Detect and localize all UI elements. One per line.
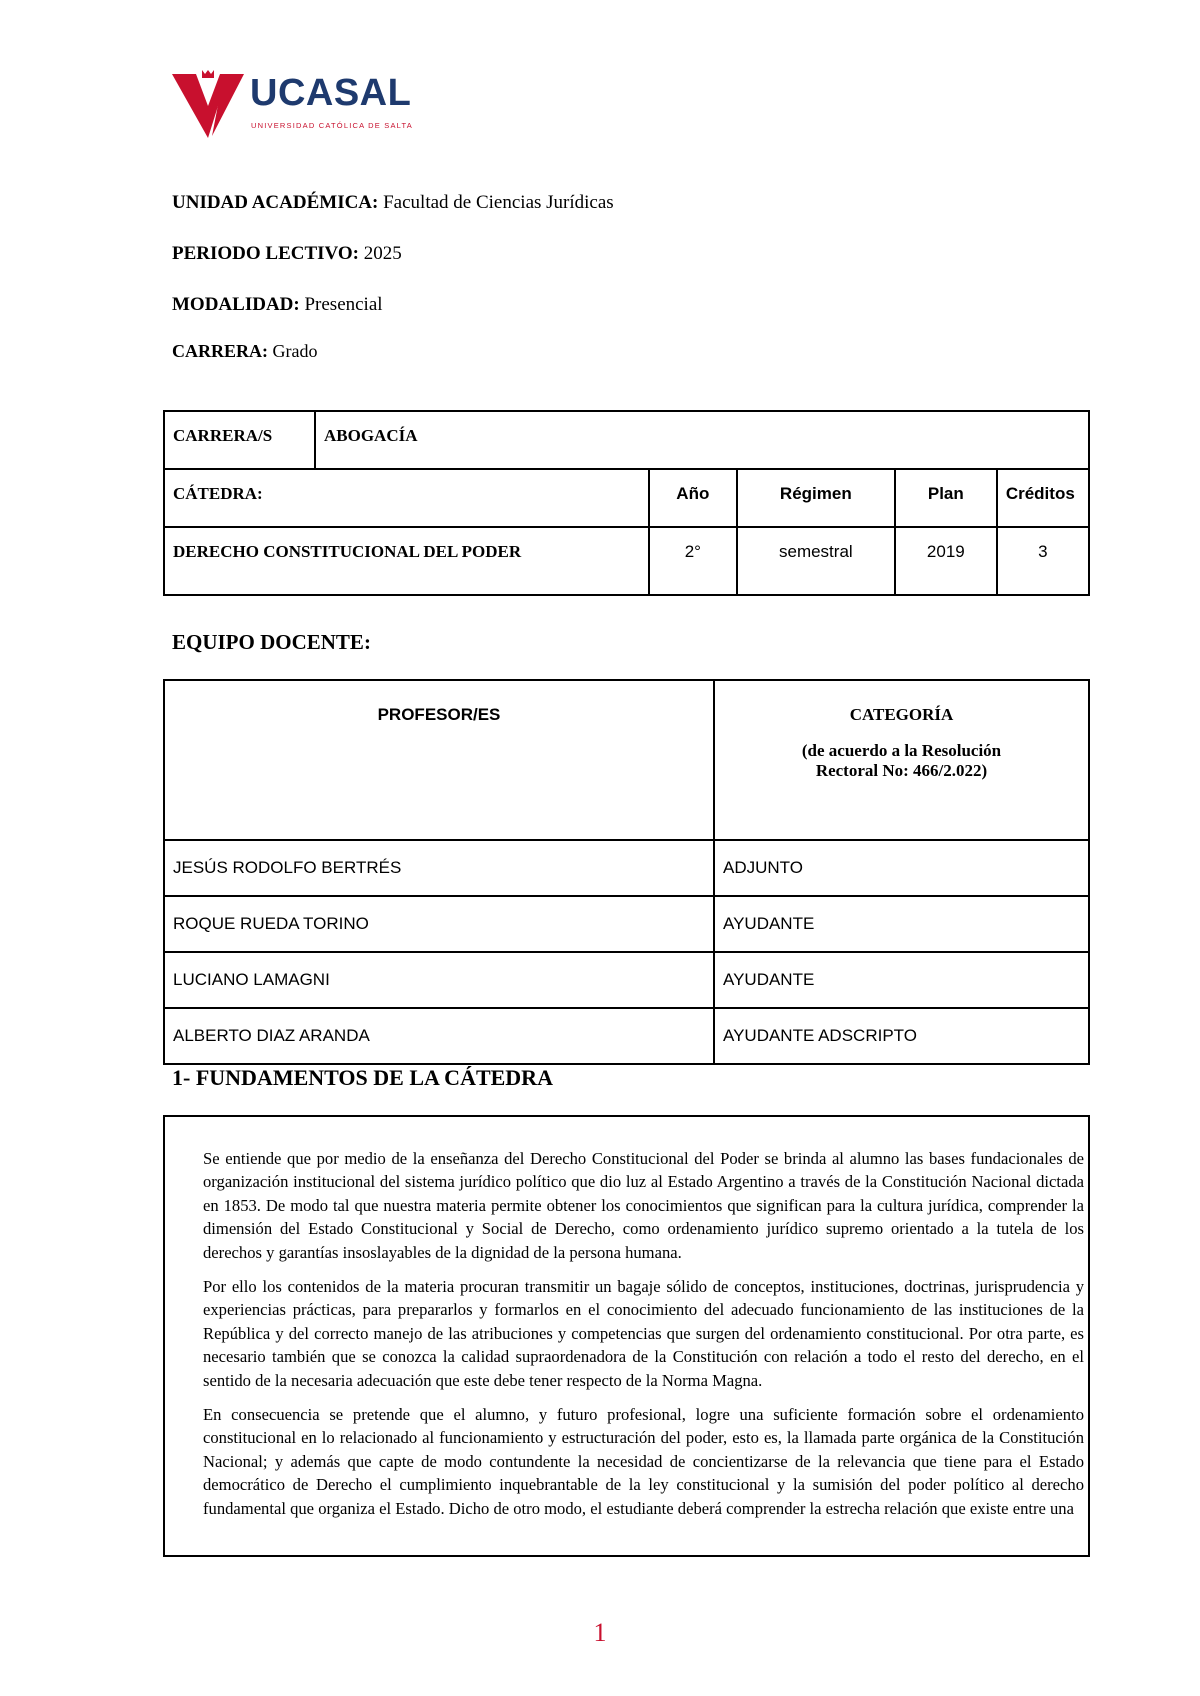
- carreras-value: ABOGACÍA: [315, 411, 1089, 469]
- profesor-name: JESÚS RODOLFO BERTRÉS: [164, 840, 714, 896]
- section-1-title: 1- FUNDAMENTOS DE LA CÁTEDRA: [172, 1065, 553, 1090]
- unidad-value: Facultad de Ciencias Jurídicas: [383, 192, 614, 213]
- catedra-value: DERECHO CONSTITUCIONAL DEL PODER: [164, 527, 649, 595]
- profesor-category: ADJUNTO: [714, 840, 1089, 896]
- field-unidad-academica: [172, 192, 614, 214]
- profesor-name: ROQUE RUEDA TORINO: [164, 896, 714, 952]
- ucasal-shield-icon: [172, 70, 244, 142]
- equipo-title: EQUIPO DOCENTE:: [172, 630, 371, 654]
- periodo-value: 2025: [363, 243, 402, 264]
- profesores-header-label: PROFESOR/ES: [377, 705, 501, 724]
- carrera-label: CARRERA:: [172, 341, 268, 361]
- carreras-label: CARRERA/S: [164, 411, 315, 469]
- ucasal-logo: [172, 70, 412, 142]
- fundamentos-text: [203, 1147, 1084, 1531]
- table-row: [164, 840, 1089, 896]
- categoria-header: [714, 680, 1089, 840]
- creditos-value: 3: [997, 527, 1089, 595]
- field-periodo-lectivo: [172, 243, 402, 265]
- carreras-row: [164, 411, 1089, 469]
- profesor-category: AYUDANTE ADSCRIPTO: [714, 1008, 1089, 1064]
- catedra-values-row: [164, 527, 1089, 595]
- carrera-value: Grado: [272, 341, 318, 361]
- profesor-category: AYUDANTE: [714, 952, 1089, 1008]
- profesor-name: ALBERTO DIAZ ARANDA: [164, 1008, 714, 1064]
- plan-header: Plan: [895, 469, 997, 527]
- logo-subtitle: UNIVERSIDAD CATÓLICA DE SALTA: [251, 121, 413, 130]
- profesor-name: LUCIANO LAMAGNI: [164, 952, 714, 1008]
- field-carrera: [172, 341, 317, 362]
- profesores-header: [164, 680, 714, 840]
- equipo-table: [163, 679, 1090, 1065]
- modalidad-label: MODALIDAD:: [172, 294, 300, 315]
- categoria-note-line1: (de acuerdo a la Resolución: [801, 741, 1002, 760]
- fundamentos-paragraph: En consecuencia se pretende que el alumno, y futuro profesional, logre una suficiente formación sobre el ordenamiento constitucional en lo relacionado al funcionamiento y estructuración del poder, esto es, la llamada parte orgánica de la Constitución Nacional; y además que capte de modo contundente la necesidad de concientizarse de la relevancia que tiene para el Estado democrático de Derecho el cumplimiento inquebrantable de la ley constitucional y la sumisión del poder político al derecho fundamental que organiza el Estado. Dicho de otro modo, el estudiante deberá comprender la estrecha relación que existe entre una: [203, 1405, 1084, 1518]
- categoria-header-label: CATEGORÍA: [849, 705, 954, 724]
- fundamentos-paragraph: Por ello los contenidos de la materia procuran transmitir un bagaje sólido de conceptos, instituciones, doctrinas, jurisprudencia y experiencias prácticas, para prepararlos y formarlos en el conocimiento del adecuado funcionamiento de las instituciones de la República y del correcto manejo de las atribuciones y competencias que surgen del ordenamiento constitucional. Por otra parte, es necesario también que se conozca la calidad supraordenadora de la Constitución con relación a todo el resto del derecho, en el sentido de la necesaria adecuación que este debe tener respecto de la Norma Magna.: [203, 1277, 1084, 1390]
- equipo-header-row: [164, 680, 1089, 840]
- anio-header: Año: [649, 469, 737, 527]
- table-row: [164, 952, 1089, 1008]
- page-number: 1: [593, 1618, 607, 1647]
- catedra-header-row: [164, 469, 1089, 527]
- regimen-header: Régimen: [737, 469, 895, 527]
- field-modalidad: [172, 294, 383, 316]
- plan-value: 2019: [895, 527, 997, 595]
- modalidad-value: Presencial: [304, 294, 383, 315]
- regimen-value: semestral: [737, 527, 895, 595]
- table-row: [164, 896, 1089, 952]
- anio-value: 2°: [649, 527, 737, 595]
- creditos-header: Créditos: [997, 469, 1089, 527]
- course-table: [163, 410, 1090, 596]
- unidad-label: UNIDAD ACADÉMICA:: [172, 192, 379, 213]
- fundamentos-box: [163, 1115, 1090, 1557]
- profesor-category: AYUDANTE: [714, 896, 1089, 952]
- fundamentos-paragraph: Se entiende que por medio de la enseñanza del Derecho Constitucional del Poder se brinda al alumno las bases fundacionales de organización institucional del sistema jurídico político que dio luz al Estado Argentino a través de la Constitución Nacional dictada en 1853. De modo tal que nuestra materia permite obtener los conocimientos que significan para la cultura jurídica, comprender la dimensión del Estado Constitucional y Social de Derecho, como ordenamiento jurídico supremo orientado a la tutela de los derechos y garantías insoslayables de la dignidad de la persona humana.: [203, 1149, 1084, 1262]
- table-row: [164, 1008, 1089, 1064]
- catedra-header: CÁTEDRA:: [164, 469, 649, 527]
- periodo-label: PERIODO LECTIVO:: [172, 243, 360, 264]
- logo-wordmark: UCASAL: [250, 72, 412, 114]
- categoria-note-line2: Rectoral No: 466/2.022): [815, 761, 988, 780]
